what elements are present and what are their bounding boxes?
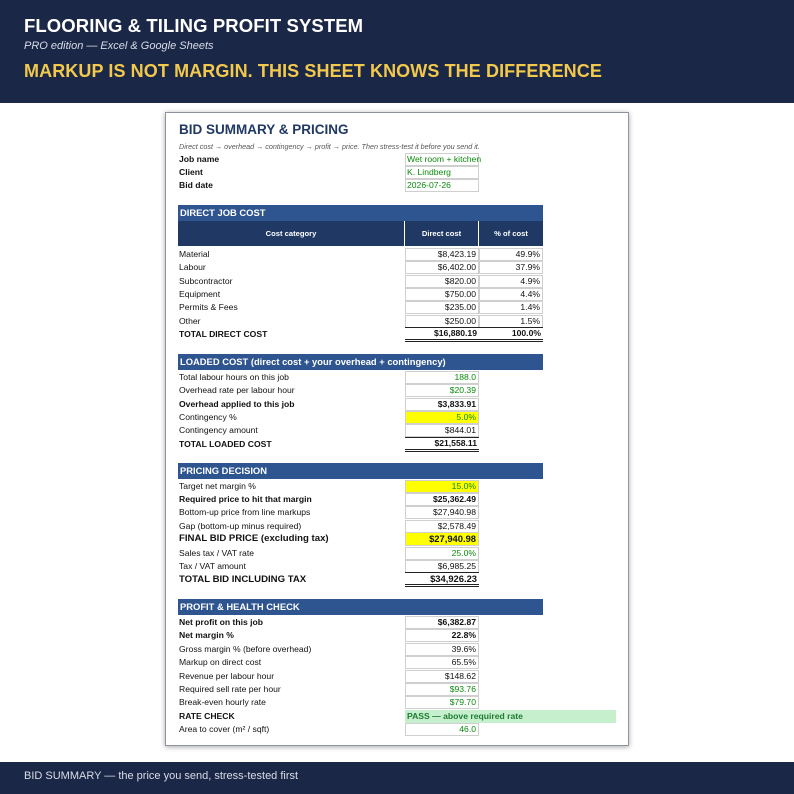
tagline: MARKUP IS NOT MARGIN. THIS SHEET KNOWS THE DIFFERENCE — [24, 61, 602, 81]
cost-row-value[interactable]: $235.00 — [405, 301, 479, 314]
cost-row-label: Other — [179, 316, 201, 326]
revenue-per-hour-label: Revenue per labour hour — [179, 671, 275, 681]
markup-label: Markup on direct cost — [179, 657, 262, 667]
cost-row-pct[interactable]: 49.9% — [479, 248, 543, 261]
net-margin-label: Net margin % — [179, 630, 234, 640]
section-loaded-cost: LOADED COST (direct cost + your overhead + contingency) — [178, 354, 543, 370]
cost-row-label: Material — [179, 249, 210, 259]
area-label: Area to cover (m² / sqft) — [179, 724, 270, 734]
footer-caption: BID SUMMARY — the price you send, stress-tested first — [24, 770, 299, 782]
overhead-rate-label: Overhead rate per labour hour — [179, 385, 295, 395]
revenue-per-hour-value[interactable]: $148.62 — [405, 670, 479, 683]
tax-amount-label: Tax / VAT amount — [179, 561, 246, 571]
bid-summary-sheet — [165, 112, 629, 746]
net-profit-label: Net profit on this job — [179, 617, 264, 627]
required-price-label: Required price to hit that margin — [179, 494, 312, 504]
labour-hours-label: Total labour hours on this job — [179, 372, 289, 382]
product-title: FLOORING & TILING PROFIT SYSTEM — [24, 15, 364, 36]
cost-row-label: Labour — [179, 262, 206, 272]
job-name-input[interactable]: Wet room + kitchen — [407, 154, 482, 164]
gap-label: Gap (bottom-up minus required) — [179, 521, 302, 531]
job-name-label: Job name — [179, 154, 220, 164]
overhead-applied-label: Overhead applied to this job — [179, 399, 295, 409]
break-even-rate-label: Break-even hourly rate — [179, 697, 266, 707]
cost-row-value[interactable]: $250.00 — [405, 315, 479, 328]
gross-margin-value[interactable]: 39.6% — [405, 643, 479, 656]
client-input[interactable]: K. Lindberg — [405, 166, 479, 179]
break-even-rate-value[interactable]: $79.70 — [405, 696, 479, 709]
required-sell-rate-label: Required sell rate per hour — [179, 684, 281, 694]
section-profit-health-check: PROFIT & HEALTH CHECK — [178, 599, 543, 615]
cost-row-label: Equipment — [179, 289, 221, 299]
gross-margin-label: Gross margin % (before overhead) — [179, 644, 312, 654]
cost-row-pct[interactable]: 4.4% — [479, 288, 543, 301]
section-pricing-decision: PRICING DECISION — [178, 463, 543, 479]
area-input[interactable]: 46.0 — [405, 723, 479, 736]
cost-row-pct[interactable]: 1.4% — [479, 301, 543, 314]
labour-hours-input[interactable]: 188.0 — [405, 371, 479, 384]
bottom-up-price-value[interactable]: $27,940.98 — [405, 506, 479, 519]
tax-amount-value[interactable]: $6,985.25 — [405, 560, 479, 573]
top-banner — [0, 0, 794, 103]
net-margin-value[interactable]: 22.8% — [405, 629, 479, 642]
product-subtitle: PRO edition — Excel & Google Sheets — [24, 40, 214, 52]
tax-rate-input[interactable]: 25.0% — [405, 547, 479, 560]
target-margin-input[interactable]: 15.0% — [405, 480, 479, 493]
total-loaded-cost-value[interactable]: $21,558.11 — [405, 437, 479, 452]
contingency-pct-label: Contingency % — [179, 412, 237, 422]
cost-row-pct[interactable]: 1.5% — [479, 315, 543, 328]
markup-value[interactable]: 65.5% — [405, 656, 479, 669]
cost-row-pct[interactable]: 4.9% — [479, 275, 543, 288]
total-direct-cost-value[interactable]: $16,880.19 — [405, 327, 479, 342]
total-direct-cost-label: TOTAL DIRECT COST — [179, 329, 268, 339]
required-sell-rate-value[interactable]: $93.76 — [405, 683, 479, 696]
contingency-amount-value[interactable]: $844.01 — [405, 424, 479, 437]
contingency-pct-input[interactable]: 5.0% — [405, 411, 479, 424]
overhead-applied-value[interactable]: $3,833.91 — [405, 398, 479, 411]
cost-row-value[interactable]: $750.00 — [405, 288, 479, 301]
col-header-pct: % of cost — [479, 221, 543, 246]
contingency-amount-label: Contingency amount — [179, 425, 258, 435]
final-bid-price-label: FINAL BID PRICE (excluding tax) — [179, 533, 329, 544]
sheet-title: BID SUMMARY & PRICING — [179, 122, 349, 137]
rate-check-status[interactable]: PASS — above required rate — [405, 710, 616, 723]
tax-rate-label: Sales tax / VAT rate — [179, 548, 254, 558]
cost-row-value[interactable]: $8,423.19 — [405, 248, 479, 261]
total-bid-label: TOTAL BID INCLUDING TAX — [179, 574, 307, 585]
cost-row-pct[interactable]: 37.9% — [479, 261, 543, 274]
bottom-footer — [0, 762, 794, 794]
bottom-up-price-label: Bottom-up price from line markups — [179, 507, 311, 517]
overhead-rate-input[interactable]: $20.39 — [405, 384, 479, 397]
target-margin-label: Target net margin % — [179, 481, 256, 491]
client-label: Client — [179, 167, 203, 177]
cost-row-value[interactable]: $6,402.00 — [405, 261, 479, 274]
gap-value[interactable]: $2,578.49 — [405, 520, 479, 533]
total-bid-value[interactable]: $34,926.23 — [405, 572, 479, 587]
bid-date-label: Bid date — [179, 180, 213, 190]
final-bid-price-input[interactable]: $27,940.98 — [405, 532, 479, 546]
rate-check-label: RATE CHECK — [179, 711, 235, 721]
sheet-note: Direct cost → overhead → contingency → profit → price. Then stress-test it before you send it. — [179, 142, 480, 151]
bid-date-input[interactable]: 2026-07-26 — [405, 179, 479, 192]
section-direct-job-cost: DIRECT JOB COST — [178, 205, 543, 221]
cost-row-value[interactable]: $820.00 — [405, 275, 479, 288]
required-price-value[interactable]: $25,362.49 — [405, 493, 479, 506]
net-profit-value[interactable]: $6,382.87 — [405, 616, 479, 629]
cost-row-label: Subcontractor — [179, 276, 233, 286]
col-header-direct-cost: Direct cost — [405, 221, 479, 246]
total-direct-cost-pct[interactable]: 100.0% — [479, 327, 543, 342]
cost-row-label: Permits & Fees — [179, 302, 238, 312]
total-loaded-cost-label: TOTAL LOADED COST — [179, 439, 272, 449]
col-header-category: Cost category — [178, 221, 405, 246]
